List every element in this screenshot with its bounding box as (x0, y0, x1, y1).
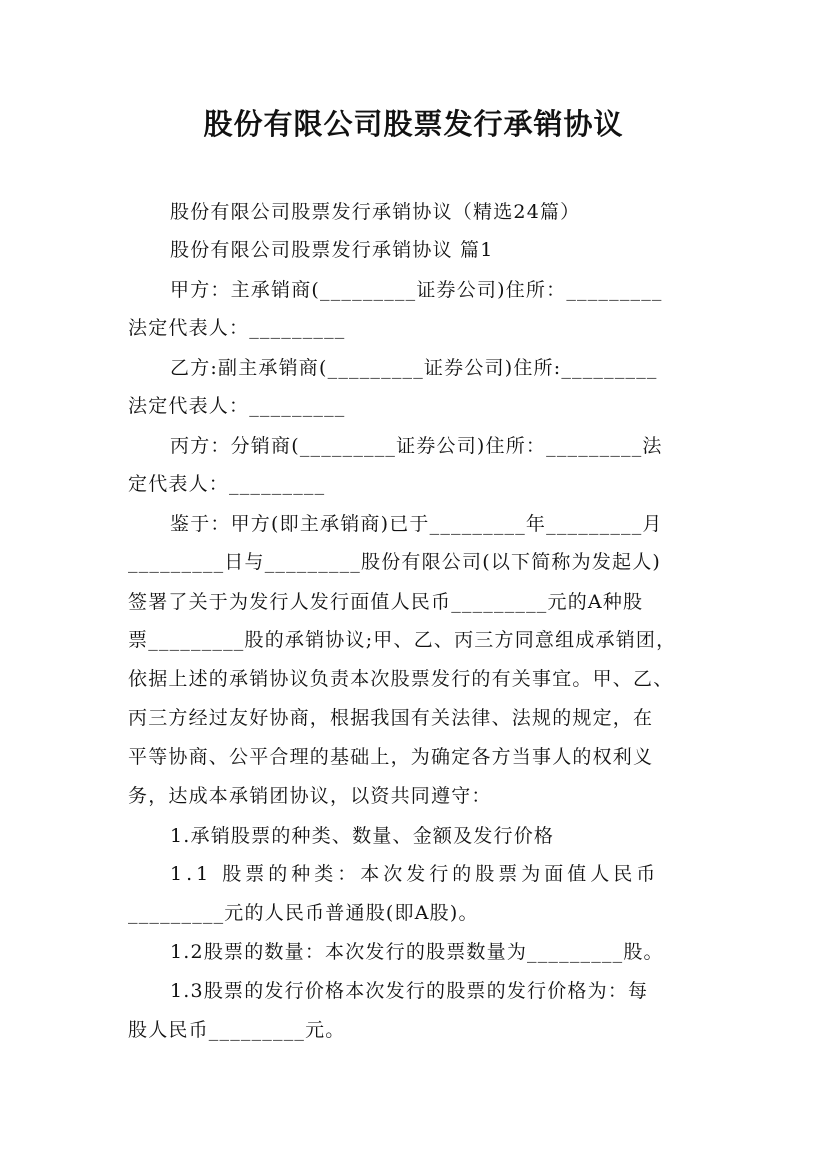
clause-1-3-line-1: 1.3股票的发行价格本次发行的股票的发行价格为：每 (170, 980, 649, 1002)
recital-line-2: _________日与_________股份有限公司(以下简称为发起人) (128, 551, 662, 573)
clause-1-3-line-2: 股人民币_________元。 (128, 1019, 346, 1041)
section-heading: 股份有限公司股票发行承销协议 篇1 (170, 239, 494, 261)
party-a-representative: 法定代表人：_________ (128, 317, 346, 339)
clause-1-2-line: 1.2股票的数量：本次发行的股票数量为_________股。 (170, 941, 664, 963)
recital-line-4: 票_________股的承销协议;甲、乙、丙三方同意组成承销团， (128, 629, 677, 651)
clause-1-1-line-2: _________元的人民币普通股(即A股)。 (128, 902, 479, 924)
document-title: 股份有限公司股票发行承销协议 (203, 107, 624, 141)
recital-line-8: 务，达成本承销团协议，以资共同遵守： (128, 785, 492, 807)
recital-line-1: 鉴于：甲方(即主承销商)已于_________年_________月 (170, 513, 663, 535)
party-b-line: 乙方:副主承销商(_________证券公司)住所:_________ (170, 357, 658, 379)
subtitle-line: 股份有限公司股票发行承销协议（精选24篇） (170, 201, 581, 223)
party-c-representative: 定代表人：_________ (128, 473, 326, 495)
party-b-representative: 法定代表人：_________ (128, 395, 346, 417)
clause-1-1-line-1: 1.1 股票的种类：本次发行的股票为面值人民币 (170, 863, 660, 885)
recital-line-7: 平等协商、公平合理的基础上，为确定各方当事人的权利义 (128, 746, 654, 768)
recital-line-3: 签署了关于为发行人发行面值人民币_________元的A种股 (128, 591, 644, 613)
clause-1-heading: 1.承销股票的种类、数量、金额及发行价格 (170, 825, 555, 847)
party-a-line: 甲方：主承销商(_________证券公司)住所：_________ (170, 279, 663, 301)
recital-line-5: 依据上述的承销协议负责本次股票发行的有关事宜。甲、乙、 (128, 668, 674, 690)
party-c-line: 丙方：分销商(_________证券公司)住所：_________法 (170, 435, 663, 457)
recital-line-6: 丙三方经过友好协商，根据我国有关法律、法规的规定，在 (128, 707, 654, 729)
